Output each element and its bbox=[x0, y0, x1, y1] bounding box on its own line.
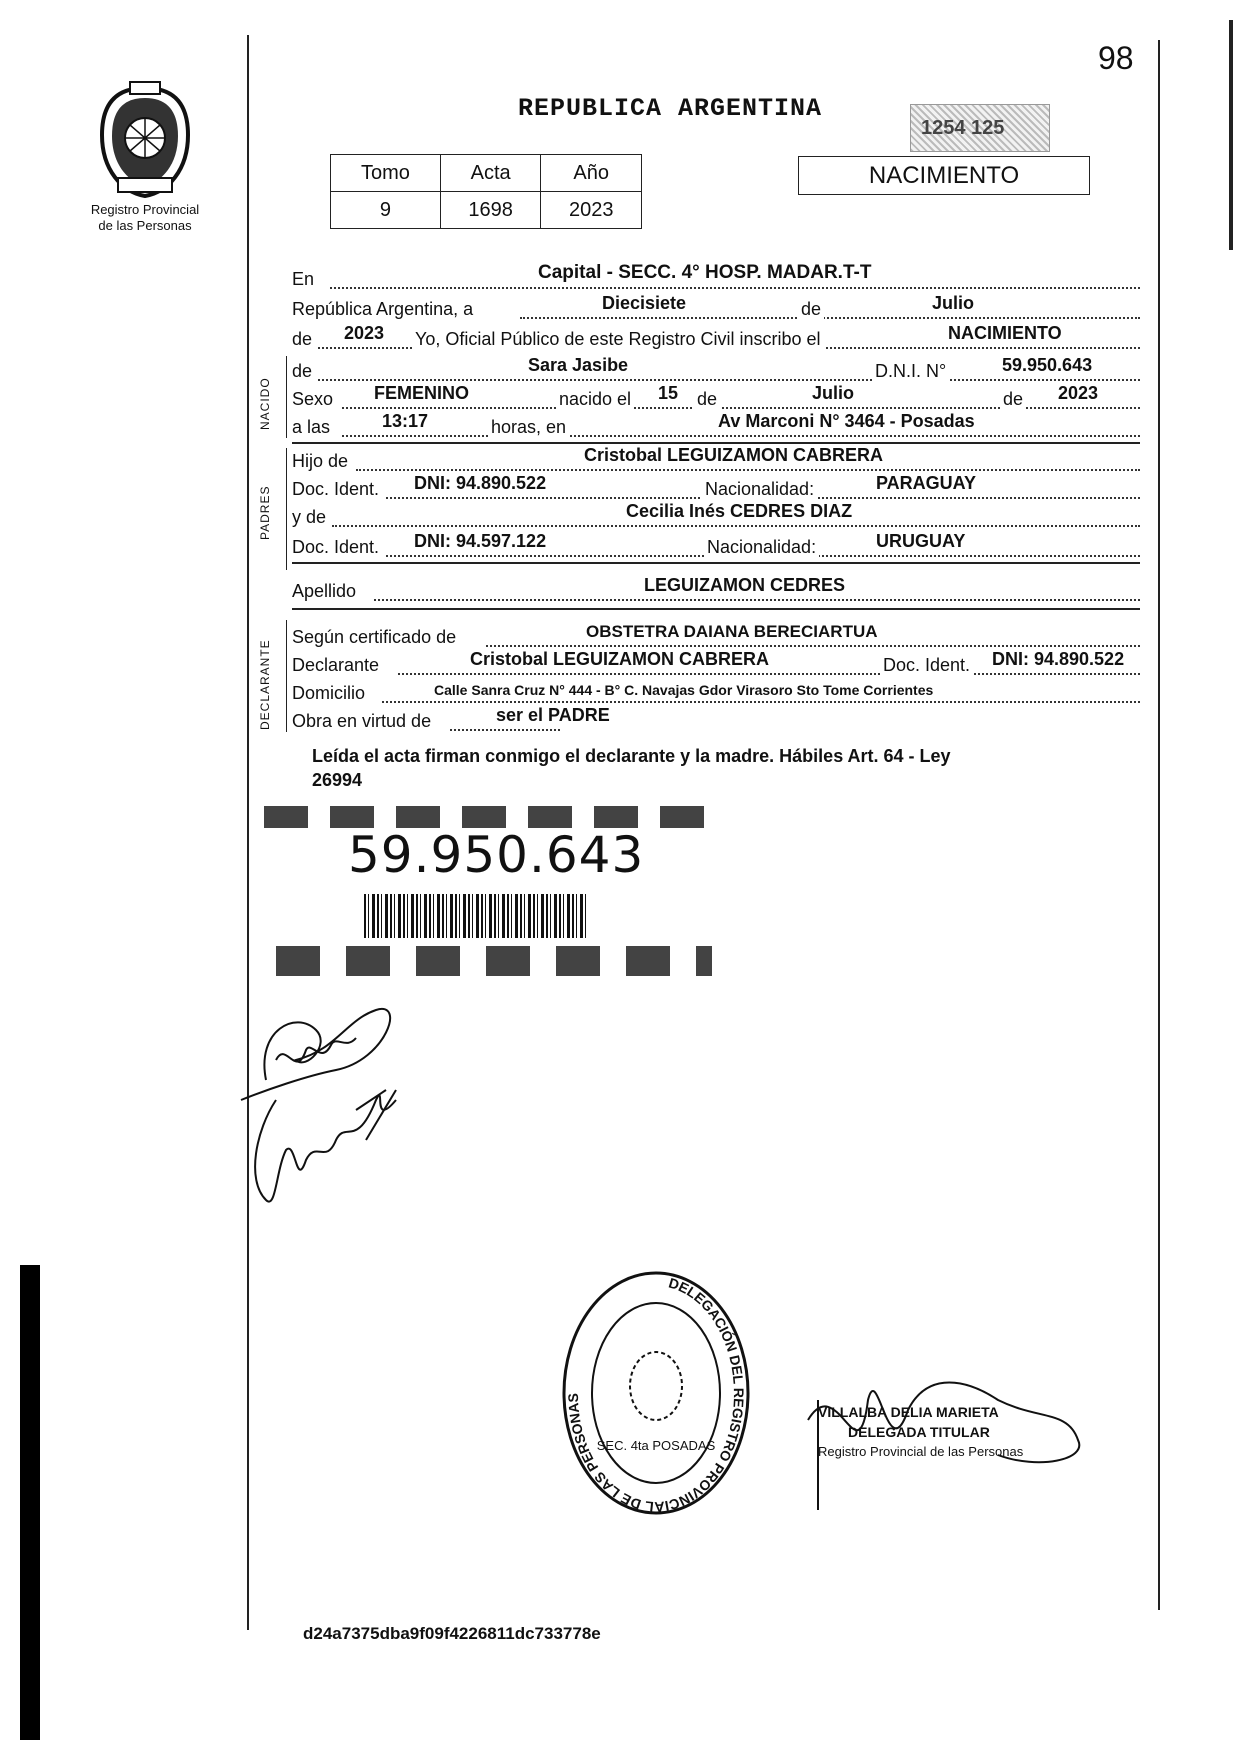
document-hash: d24a7375dba9f09f4226811dc733778e bbox=[303, 1624, 601, 1643]
row-hijo bbox=[292, 445, 1140, 474]
record-table-header bbox=[331, 155, 642, 192]
value-father: Cristobal LEGUIZAMON CABRERA bbox=[584, 445, 884, 465]
label-sexo: Sexo bbox=[292, 389, 334, 409]
row-republica bbox=[292, 293, 1140, 322]
value-year: 2023 bbox=[344, 323, 385, 343]
value-child-dni: 59.950.643 bbox=[1002, 355, 1093, 375]
value-child-name: Sara Jasibe bbox=[528, 355, 629, 375]
official-org: Registro Provincial de las Personas bbox=[818, 1444, 1024, 1459]
page-number: 98 bbox=[1098, 40, 1134, 76]
value-apellido: LEGUIZAMON CEDRES bbox=[644, 575, 846, 595]
record-table-values bbox=[331, 192, 642, 229]
label-alas: a las bbox=[292, 417, 331, 437]
official-name: VILLALBA DELIA MARIETA bbox=[818, 1404, 999, 1420]
seal-text: DELEGACIÓN DEL REGISTRO PROVINCIAL DE LAS PERSONAS bbox=[564, 1274, 747, 1516]
table-header-acta: Acta bbox=[440, 155, 541, 192]
value-declarante: Cristobal LEGUIZAMON CABRERA bbox=[470, 649, 770, 669]
province-logo bbox=[90, 80, 200, 207]
label-obra: Obra en virtud de bbox=[292, 711, 432, 731]
label-de-year: de bbox=[292, 329, 313, 349]
value-certificado: OBSTETRA DAIANA BERECIARTUA bbox=[586, 622, 878, 641]
value-birth-year: 2023 bbox=[1058, 383, 1099, 403]
closing-line-2: 26994 bbox=[312, 770, 363, 790]
label-en: En bbox=[292, 269, 315, 289]
serial-stamp bbox=[910, 104, 1050, 152]
value-father-doc: DNI: 94.890.522 bbox=[414, 473, 547, 493]
value-inscribed: NACIMIENTO bbox=[948, 323, 1062, 343]
section-label-padres: PADRES bbox=[258, 485, 272, 540]
row-yde bbox=[292, 501, 1140, 530]
table-value-tomo: 9 bbox=[331, 192, 441, 229]
label-domicilio: Domicilio bbox=[292, 683, 366, 703]
label-yde: y de bbox=[292, 507, 327, 527]
label-nacido-el: nacido el bbox=[556, 389, 634, 410]
act-type: NACIMIENTO bbox=[868, 162, 1020, 189]
act-type-box bbox=[798, 156, 1090, 195]
row-obra bbox=[292, 705, 1140, 734]
row-domicilio bbox=[292, 680, 1140, 706]
value-mother: Cecilia Inés CEDRES DIAZ bbox=[626, 501, 853, 521]
label-mother-nat: Nacionalidad: bbox=[704, 537, 819, 558]
label-father-nat: Nacionalidad: bbox=[702, 479, 817, 500]
value-month: Julio bbox=[932, 293, 975, 313]
section-label-nacido: NACIDO bbox=[258, 377, 272, 430]
row-mother-doc bbox=[292, 531, 1140, 560]
value-mother-nat: URUGUAY bbox=[876, 531, 966, 551]
security-pattern-top bbox=[264, 806, 704, 828]
label-republica: República Argentina, a bbox=[292, 299, 474, 319]
label-mother-doc: Doc. Ident. bbox=[292, 537, 380, 557]
value-domicilio: Calle Sanra Cruz N° 444 - B° C. Navajas Gdor Virasoro Sto Tome Corrientes bbox=[434, 682, 934, 698]
dni-barcode bbox=[364, 894, 586, 938]
official-stamp bbox=[818, 1402, 1023, 1462]
registry-line-2: de las Personas bbox=[98, 218, 192, 233]
label-horas: horas, en bbox=[488, 417, 569, 438]
value-place: Capital - SECC. 4° HOSP. MADAR.T-T bbox=[538, 262, 872, 283]
row-alas bbox=[292, 411, 1140, 440]
label-certificado: Según certificado de bbox=[292, 627, 457, 647]
country-title: REPUBLICA ARGENTINA bbox=[518, 94, 823, 123]
row-declarante bbox=[292, 649, 1140, 678]
table-header-tomo: Tomo bbox=[331, 155, 441, 192]
value-birth-place: Av Marconi N° 3464 - Posadas bbox=[718, 411, 975, 431]
label-apellido: Apellido bbox=[292, 581, 357, 601]
registry-name bbox=[80, 202, 210, 234]
label-father-doc: Doc. Ident. bbox=[292, 479, 380, 499]
value-father-nat: PARAGUAY bbox=[876, 473, 977, 493]
label-de-birth-year: de bbox=[1000, 389, 1026, 410]
label-decl-doc: Doc. Ident. bbox=[880, 655, 973, 676]
left-margin-line bbox=[247, 35, 249, 1630]
closing-line-1: Leída el acta firman conmigo el declarante y la madre. Hábiles Art. 64 - Ley bbox=[312, 746, 951, 766]
right-margin-line bbox=[1158, 40, 1160, 1610]
label-de-month: de bbox=[798, 299, 824, 320]
registry-line-1: Registro Provincial bbox=[90, 202, 200, 217]
left-edge-bar bbox=[20, 1265, 40, 1740]
record-table bbox=[330, 154, 642, 229]
section-label-declarante: DECLARANTE bbox=[258, 639, 272, 730]
row-apellido bbox=[292, 575, 1140, 604]
label-yo: Yo, Oficial Público de este Registro Civil inscribo el bbox=[412, 329, 824, 350]
value-obra: ser el PADRE bbox=[496, 705, 610, 725]
value-birth-day: 15 bbox=[658, 383, 679, 403]
security-pattern-bottom bbox=[276, 946, 712, 976]
serial-stamp-text: 1254 125 bbox=[921, 117, 1005, 139]
parent-signatures bbox=[236, 990, 416, 1225]
label-de-name: de bbox=[292, 361, 313, 381]
table-header-ano: Año bbox=[541, 155, 642, 192]
official-role: DELEGADA TITULAR bbox=[848, 1424, 990, 1440]
value-sexo: FEMENINO bbox=[374, 383, 470, 403]
label-de-birth-month: de bbox=[694, 389, 720, 410]
closing-text bbox=[312, 744, 1152, 792]
official-seal bbox=[556, 1268, 756, 1523]
row-certificado bbox=[292, 624, 1140, 650]
table-value-acta: 1698 bbox=[440, 192, 541, 229]
value-time: 13:17 bbox=[382, 411, 429, 431]
value-birth-month: Julio bbox=[812, 383, 855, 403]
seal-inner-text: SEC. 4ta POSADAS bbox=[596, 1438, 716, 1453]
table-value-ano: 2023 bbox=[541, 192, 642, 229]
row-yo bbox=[292, 323, 1140, 352]
value-day: Diecisiete bbox=[602, 293, 687, 313]
right-edge-bar bbox=[1229, 20, 1233, 250]
row-father-doc bbox=[292, 473, 1140, 502]
label-hijo: Hijo de bbox=[292, 451, 349, 471]
row-en bbox=[292, 262, 1140, 292]
value-mother-doc: DNI: 94.597.122 bbox=[414, 531, 547, 551]
row-sexo bbox=[292, 383, 1140, 412]
dni-big-number: 59.950.643 bbox=[348, 826, 645, 884]
value-decl-doc: DNI: 94.890.522 bbox=[992, 649, 1125, 669]
label-declarante: Declarante bbox=[292, 655, 380, 675]
row-nacido-name bbox=[292, 355, 1140, 384]
label-dni: D.N.I. N° bbox=[872, 361, 949, 382]
